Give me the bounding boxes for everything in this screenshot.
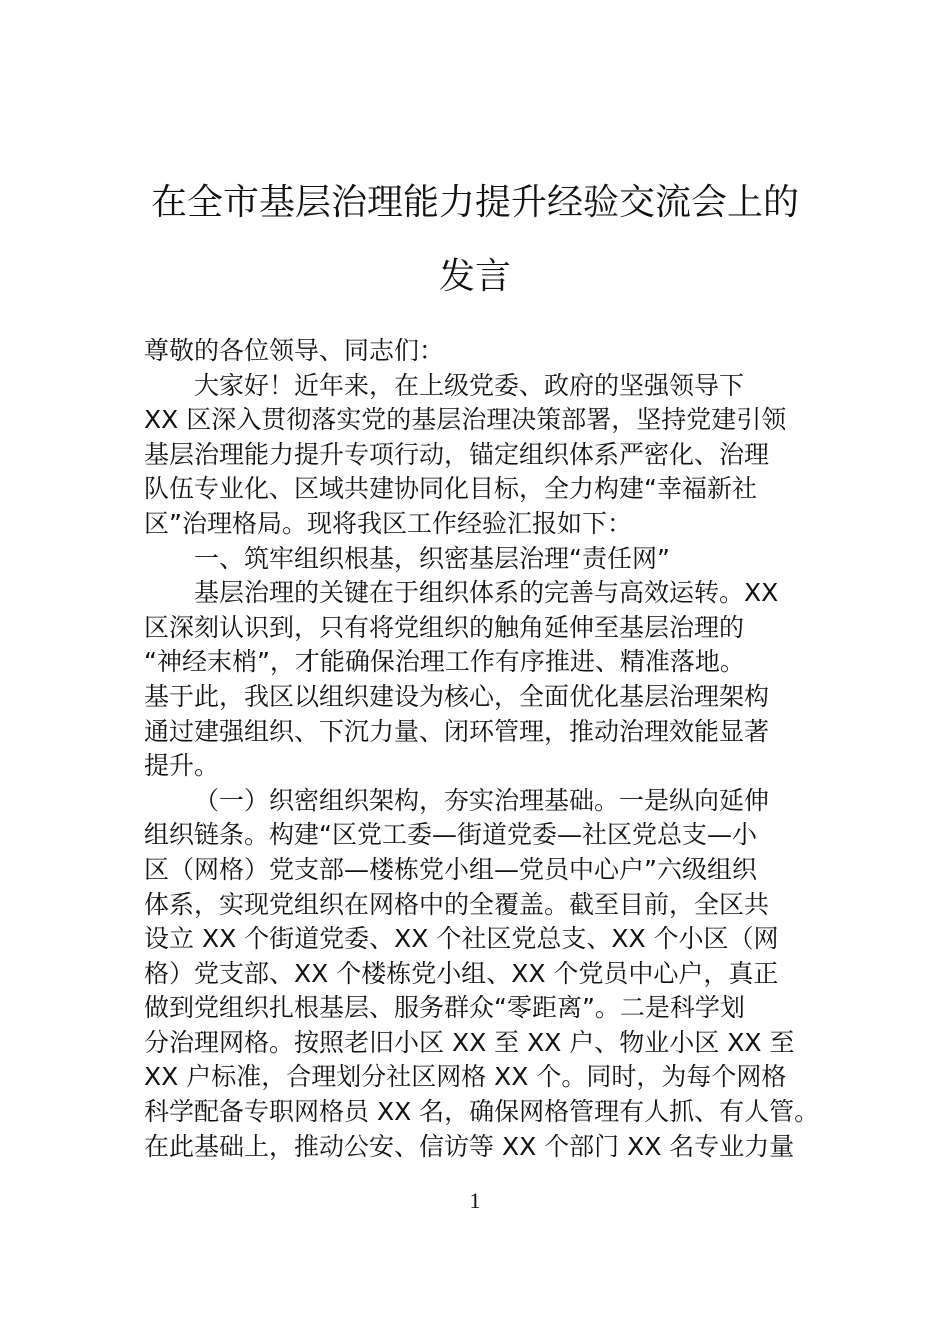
body-line: 提升。 [144, 751, 220, 781]
section-heading: 一、筑牢组织根基，织密基层治理“责任网” [194, 543, 670, 573]
title-line-2: 发言 [438, 256, 511, 297]
body-line: 队伍专业化、区域共建协同化目标，全力构建“幸福新社 [144, 474, 757, 504]
body-line: 做到党组织扎根基层、服务群众“零距离”。二是科学划 [144, 993, 745, 1023]
body-line: 科学配备专职网格员 XX 名，确保网格管理有人抓、有人管。 [144, 1097, 820, 1127]
body-line: 格）党支部、XX 个楼栋党小组、XX 个党员中心户，真正 [144, 958, 779, 988]
page-number: 1 [469, 1188, 481, 1213]
document-title [140, 166, 810, 314]
document-body [144, 334, 820, 1164]
body-line: 基于此，我区以组织建设为核心，全面优化基层治理架构 [144, 681, 770, 711]
body-line: 组织链条。构建“区党工委—街道党委—社区党总支—小 [144, 820, 757, 850]
body-line: 在此基础上，推动公安、信访等 XX 个部门 XX 名专业力量 [144, 1131, 795, 1161]
body-line: 设立 XX 个街道党委、XX 个社区党总支、XX 个小区（网 [144, 924, 779, 954]
body-line: 体系，实现党组织在网格中的全覆盖。截至目前，全区共 [144, 889, 770, 919]
body-line: XX 户标准，合理划分社区网格 XX 个。同时，为每个网格 [144, 1062, 787, 1092]
body-line: 通过建强组织、下沉力量、闭环管理，推动治理效能显著 [144, 716, 770, 746]
subsection-line: （一）织密组织架构，夯实治理基础。一是纵向延伸 [194, 785, 770, 815]
body-line: “神经末梢”，才能确保治理工作有序推进、精准落地。 [144, 647, 745, 677]
body-line: 基层治理的关键在于组织体系的完善与高效运转。XX [194, 578, 779, 608]
body-line: XX 区深入贯彻落实党的基层治理决策部署，坚持党建引领 [144, 405, 787, 435]
body-line: 区（网格）党支部—楼栋党小组—党员中心户”六级组织 [144, 854, 757, 884]
salutation-line: 尊敬的各位领导、同志们： [144, 336, 445, 365]
body-line: 基层治理能力提升专项行动，锚定组织体系严密化、治理 [144, 439, 770, 469]
body-line: 分治理网格。按照老旧小区 XX 至 XX 户、物业小区 XX 至 [144, 1027, 795, 1057]
body-line: 区深刻认识到，只有将党组织的触角延伸至基层治理的 [144, 612, 745, 642]
title-line-1: 在全市基层治理能力提升经验交流会上的 [150, 182, 799, 223]
body-line: 区”治理格局。现将我区工作经验汇报如下： [144, 508, 632, 538]
body-line: 大家好！近年来，在上级党委、政府的坚强领导下 [194, 370, 745, 400]
